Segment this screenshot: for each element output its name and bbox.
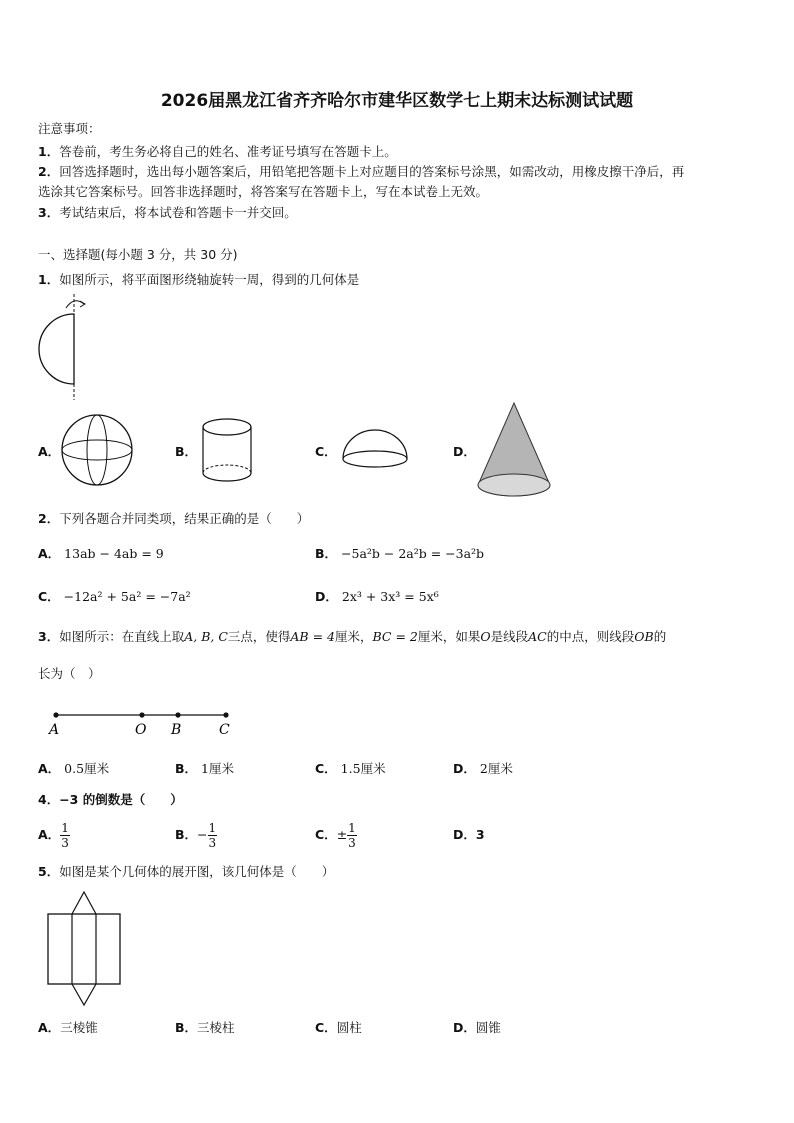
option-label: A． (38, 546, 61, 561)
section-heading: 一、选择题(每小题 3 分，共 30 分) (38, 247, 238, 262)
q1-option-b-label: B． (175, 444, 198, 459)
option-text: 圆柱 (336, 1020, 362, 1035)
notice-item-2 (38, 164, 684, 180)
question-number: 5． (38, 864, 60, 879)
q2-d-expression: 2x³ + 3x³ = 5x⁶ (341, 589, 439, 604)
q5-option-c (315, 1020, 362, 1036)
question-stem: 如图是某个几何体的展开图，该几何体是（ ） (59, 864, 335, 879)
notice-text: 回答选择题时，选出每小题答案后，用铅笔把答题卡上对应题目的答案标号涂黑，如需改动，用橡皮擦干净后，再 (59, 164, 685, 179)
notice-number: 1． (38, 144, 60, 159)
point-o (139, 712, 144, 717)
question-number: 3． (38, 629, 60, 644)
q4-option-b (175, 818, 217, 852)
q3-points: A, B, C (184, 629, 228, 644)
sphere-figure (60, 413, 136, 487)
option-label: D． (453, 761, 476, 776)
notice-number: 2． (38, 164, 60, 179)
question-4 (38, 792, 183, 808)
q1-option-c-label: C． (315, 444, 337, 459)
q5-option-b (175, 1020, 235, 1036)
option-label: A． (38, 1020, 61, 1035)
option-unit: 厘米 (487, 761, 513, 776)
q3-o: O (480, 629, 491, 644)
q3-segment-diagram (48, 707, 238, 743)
label-b: B (171, 722, 182, 738)
notice-number: 3． (38, 205, 60, 220)
q4-option-d (453, 818, 485, 852)
fraction-one-third (208, 821, 218, 850)
option-label: A． (38, 761, 61, 776)
prism-net-figure (46, 890, 126, 1008)
q3-option-b (175, 761, 234, 777)
q3-option-d (453, 761, 513, 777)
question-number: 4． (38, 792, 60, 807)
q2-c-expression: −12a² + 5a² = −7a² (63, 589, 191, 604)
q3-ac: AC (528, 629, 547, 644)
numerator: 1 (208, 820, 217, 835)
q3-text: 是线段 (490, 629, 529, 644)
denominator: 3 (348, 835, 356, 850)
q3-option-c (315, 761, 386, 777)
q3-ab: AB = 4 (290, 629, 335, 644)
option-value: 0.5 (64, 761, 85, 776)
q3-bc: BC = 2 (372, 629, 418, 644)
q3-text: 厘米，如果 (417, 629, 481, 644)
sign: − (197, 827, 208, 842)
q1-option-a-label: A． (38, 444, 61, 459)
option-value: 1 (201, 761, 209, 776)
q4-option-a (38, 818, 70, 852)
label-a: A (49, 722, 60, 738)
numerator: 1 (348, 820, 356, 835)
option-unit: 厘米 (84, 761, 110, 776)
q3-text: 三点，使得 (227, 629, 291, 644)
cone-figure (476, 400, 552, 500)
fraction-one-third (60, 821, 70, 850)
notice-item-3 (38, 205, 297, 221)
numerator: 1 (61, 820, 69, 835)
option-text: 三棱锥 (60, 1020, 98, 1035)
question-number: 2． (38, 511, 60, 526)
denominator: 3 (61, 835, 69, 850)
option-label: B． (315, 546, 338, 561)
question-number: 1． (38, 272, 60, 287)
notice-text: 考试结束后，将本试卷和答题卡一并交回。 (59, 205, 297, 220)
option-label: C． (315, 827, 337, 842)
option-label: D． (453, 827, 476, 842)
notice-item-2-cont: 选涂其它答案标号。回答非选择题时，将答案写在答题卡上，写在本试卷上无效。 (38, 184, 489, 199)
q2-a-expression: 13ab − 4ab = 9 (64, 546, 164, 561)
option-label: D． (453, 1020, 476, 1035)
option-label: C． (38, 589, 60, 604)
arrowhead-icon (80, 301, 85, 307)
option-value: 1.5 (340, 761, 361, 776)
option-text: 三棱柱 (197, 1020, 235, 1035)
point-c (223, 712, 228, 717)
q2-b-expression: −5a²b − 2a²b = −3a²b (341, 546, 485, 561)
q2-option-c (38, 589, 191, 605)
q5-option-a (38, 1020, 98, 1036)
semicircle-shape (39, 314, 74, 384)
question-1 (38, 272, 359, 288)
q1-option-d-label: D． (453, 444, 476, 459)
label-c: C (219, 722, 230, 738)
q3-line-2: 长为（ ） (38, 666, 101, 681)
sign: ± (336, 827, 348, 842)
page-title: 2026届黑龙江省齐齐哈尔市建华区数学七上期末达标测试试题 (160, 91, 634, 111)
option-label: C． (315, 761, 337, 776)
question-2 (38, 511, 309, 527)
notice-text: 答卷前，考生务必将自己的姓名、准考证号填写在答题卡上。 (59, 144, 397, 159)
q3-text: 厘米， (335, 629, 373, 644)
notice-heading: 注意事项： (38, 121, 101, 136)
option-label: B． (175, 761, 198, 776)
option-label: C． (315, 1020, 337, 1035)
q4-option-c (315, 818, 357, 852)
option-label: B． (175, 827, 198, 842)
option-text: 圆锥 (475, 1020, 501, 1035)
question-stem: 下列各题合并同类项，结果正确的是（ ） (59, 511, 310, 526)
question-3 (38, 629, 666, 645)
question-stem: −3 的倒数是（ ） (59, 792, 183, 807)
q2-option-a (38, 546, 164, 562)
option-label: A． (38, 827, 61, 842)
q3-text: 的 (653, 629, 667, 644)
q5-option-d (453, 1020, 501, 1036)
point-a (53, 712, 58, 717)
label-o: O (135, 722, 147, 738)
option-label: D． (315, 589, 338, 604)
q1-semicircle-figure (30, 292, 100, 402)
q3-text: 如图所示：在直线上取 (59, 629, 185, 644)
denominator: 3 (208, 835, 217, 850)
fraction-one-third (347, 821, 357, 850)
option-unit: 厘米 (360, 761, 386, 776)
question-5 (38, 864, 334, 880)
notice-item-1 (38, 144, 397, 160)
q3-option-a (38, 761, 109, 777)
option-value: 3 (475, 827, 485, 842)
option-label: B． (175, 1020, 198, 1035)
point-b (175, 712, 180, 717)
q3-text: 的中点，则线段 (546, 629, 635, 644)
q3-ob: OB (634, 629, 654, 644)
option-value: 2 (479, 761, 488, 776)
q2-option-b (315, 546, 484, 562)
question-stem: 如图所示，将平面图形绕轴旋转一周，得到的几何体是 (59, 272, 360, 287)
option-unit: 厘米 (208, 761, 234, 776)
hemisphere-figure (340, 428, 410, 474)
cylinder-figure (200, 417, 254, 483)
q2-option-d (315, 589, 439, 605)
